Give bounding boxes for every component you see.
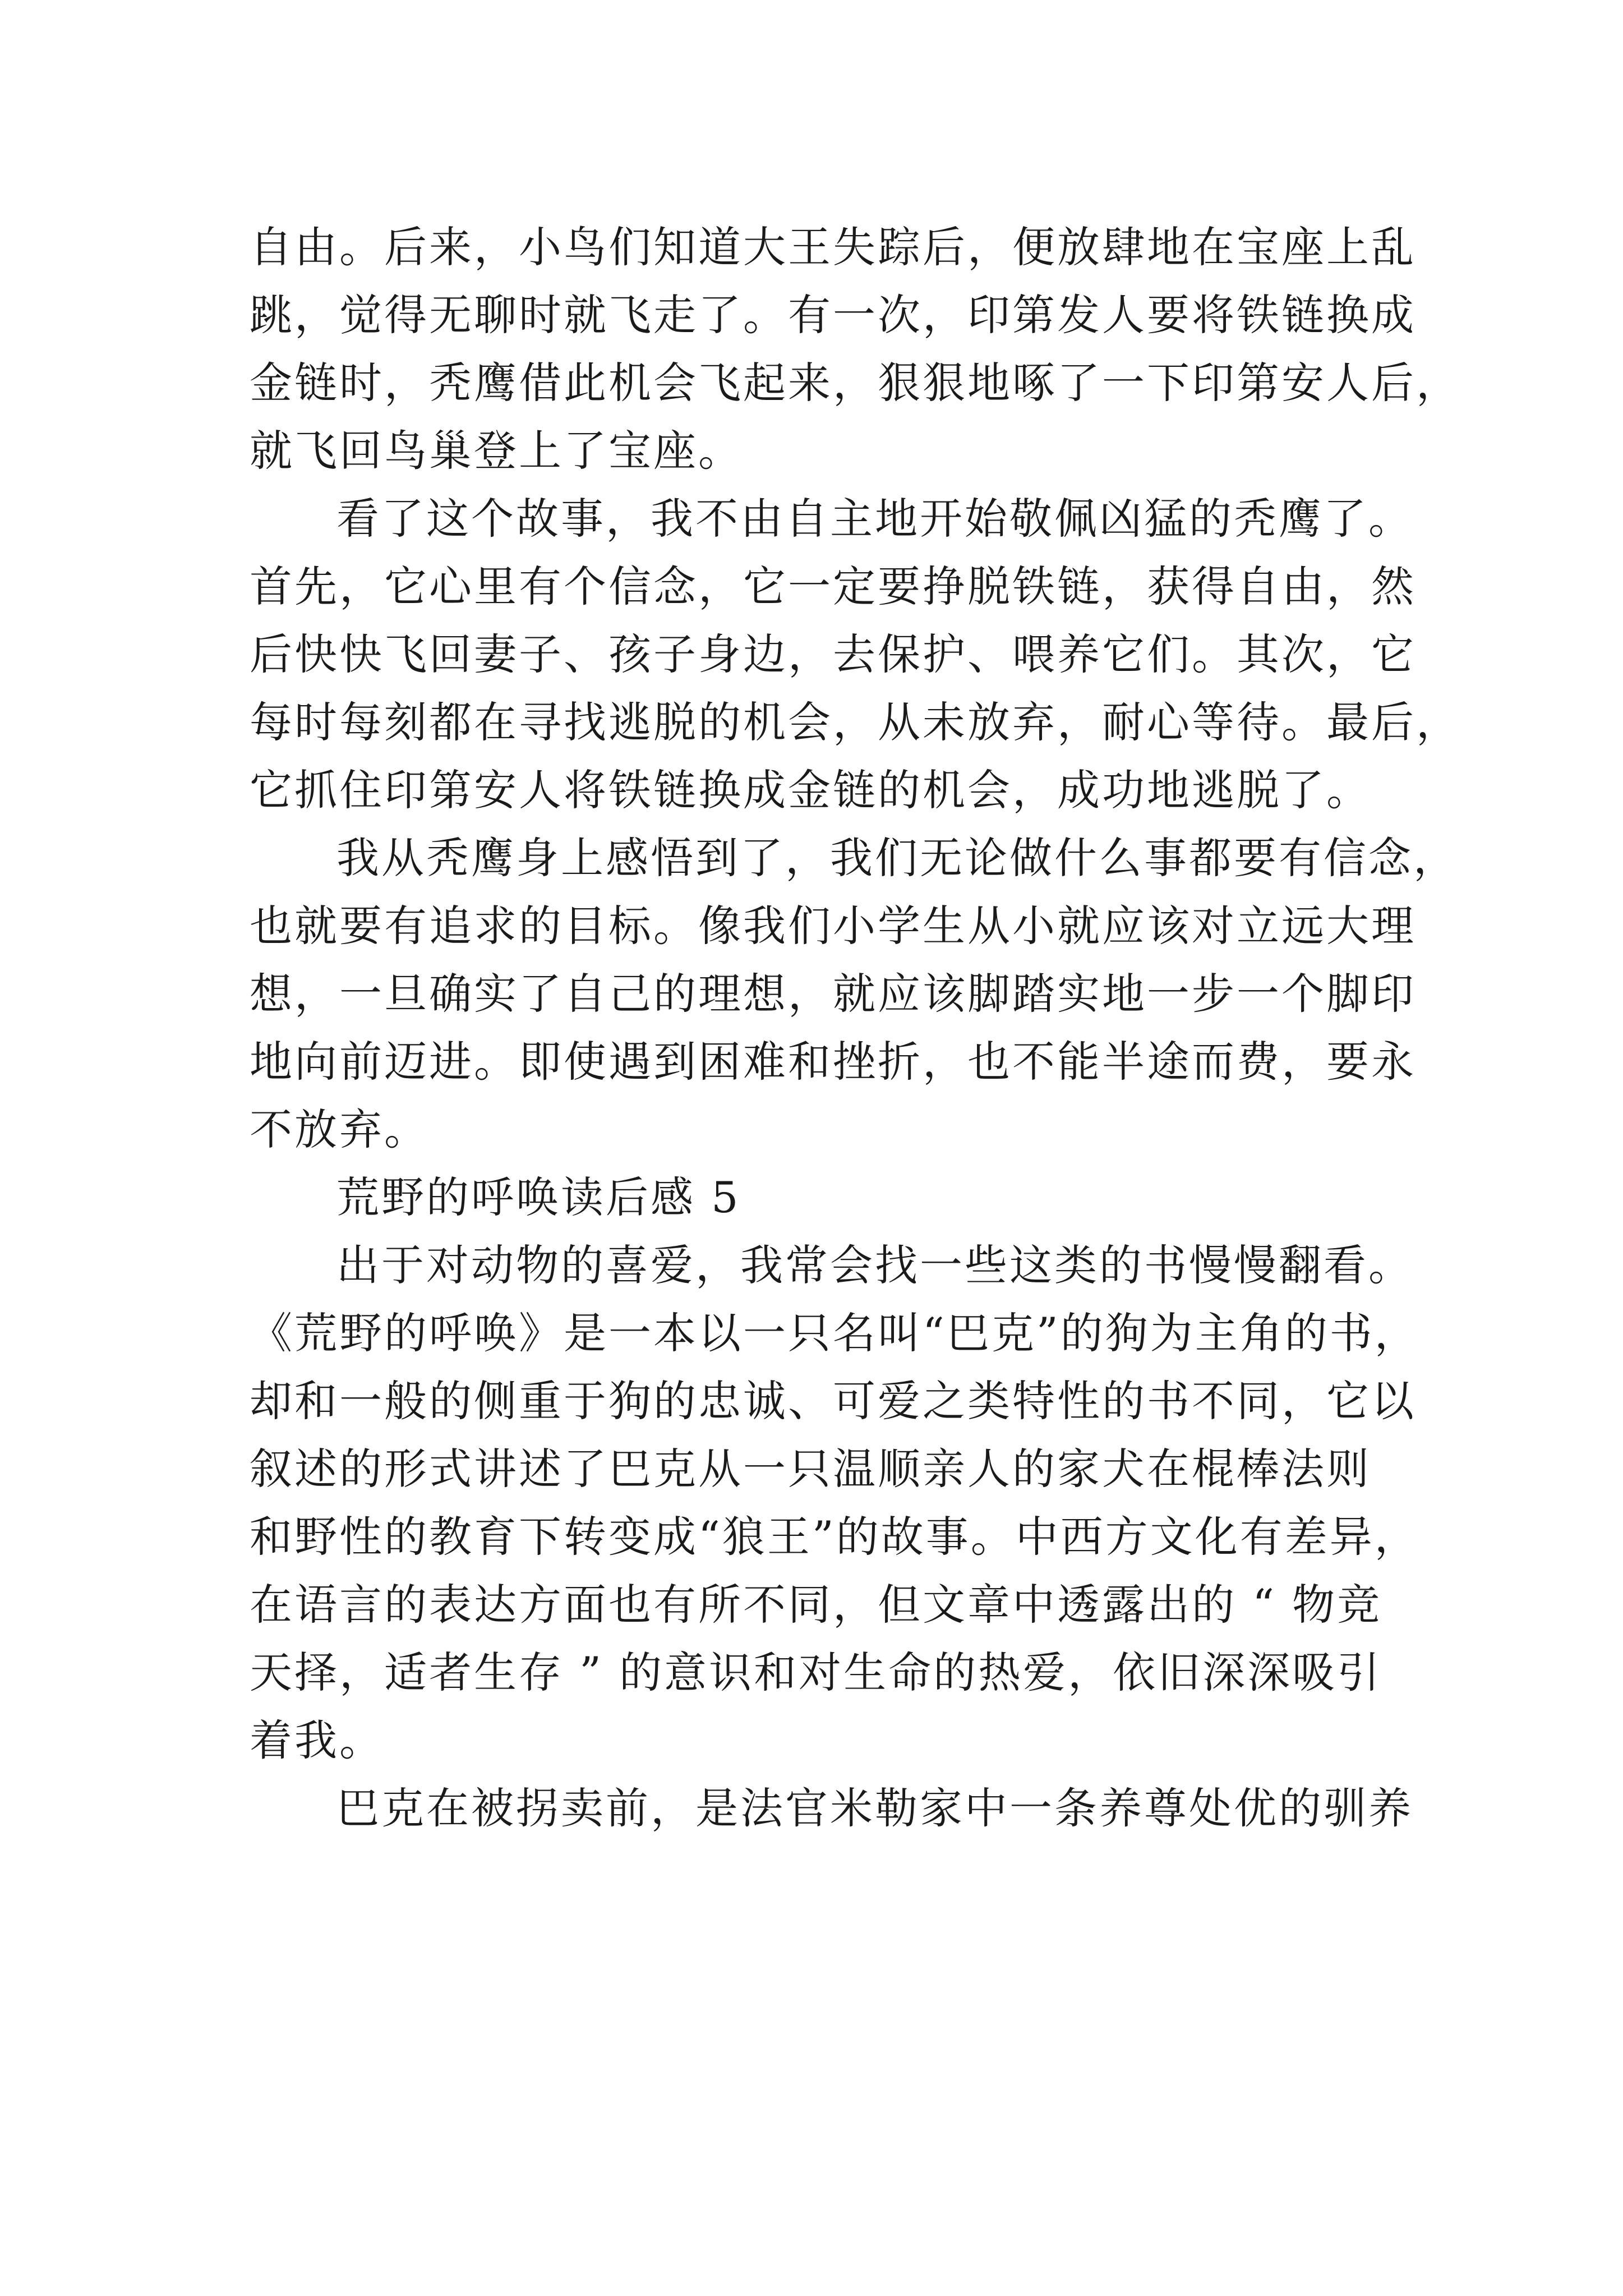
paragraph-start-line: 我从秃鹰身上感悟到了，我们无论做什么事都要有信念， <box>336 833 1458 883</box>
text-line: 《荒野的呼唤》是一本以一只名叫“巴克”的狗为主角的书， <box>250 1308 1419 1358</box>
text-line: 和野性的教育下转变成“狼王”的故事。中西方文化有差异， <box>250 1512 1419 1562</box>
paragraph-start-line: 看了这个故事，我不由自主地开始敬佩凶猛的秃鹰了。 <box>336 494 1413 544</box>
text-line: 每时每刻都在寻找逃脱的机会，从未放弃，耐心等待。最后， <box>250 697 1461 747</box>
section-heading: 荒野的呼唤读后感 5 <box>336 1172 741 1222</box>
text-line: 想，一旦确实了自己的理想，就应该脚踏实地一步一个脚印 <box>250 969 1416 1019</box>
text-line: 着我。 <box>250 1715 384 1765</box>
text-line: 金链时，秃鹰借此机会飞起来，狠狠地啄了一下印第安人后， <box>250 358 1461 408</box>
text-line: 却和一般的侧重于狗的忠诚、可爱之类特性的书不同，它以 <box>250 1376 1416 1426</box>
text-line: 不放弃。 <box>250 1105 429 1154</box>
text-line: 天择，适者生存 ” 的意识和对生命的热爱，依旧深深吸引 <box>250 1648 1382 1697</box>
text-line: 在语言的表达方面也有所不同，但文章中透露出的 “ 物竞 <box>250 1580 1382 1630</box>
text-line: 就飞回鸟巢登上了宝座。 <box>250 426 743 476</box>
text-line: 它抓住印第安人将铁链换成金链的机会，成功地逃脱了。 <box>250 765 1371 815</box>
text-line: 地向前迈进。即使遇到困难和挫折，也不能半途而费，要永 <box>250 1037 1416 1087</box>
paragraph-start-line: 巴克在被拐卖前，是法官米勒家中一条养尊处优的驯养 <box>336 1783 1413 1833</box>
paragraph-start-line: 出于对动物的喜爱，我常会找一些这类的书慢慢翻看。 <box>336 1240 1413 1290</box>
text-line: 后快快飞回妻子、孩子身边，去保护、喂养它们。其次，它 <box>250 629 1416 679</box>
text-line: 跳，觉得无聊时就飞走了。有一次，印第发人要将铁链换成 <box>250 290 1416 340</box>
text-line: 首先，它心里有个信念，它一定要挣脱铁链，获得自由，然 <box>250 562 1416 611</box>
text-line: 也就要有追求的目标。像我们小学生从小就应该对立远大理 <box>250 901 1416 951</box>
text-line: 叙述的形式讲述了巴克从一只温顺亲人的家犬在棍棒法则 <box>250 1444 1371 1494</box>
text-line: 自由。后来，小鸟们知道大王失踪后，便放肆地在宝座上乱 <box>250 222 1416 272</box>
